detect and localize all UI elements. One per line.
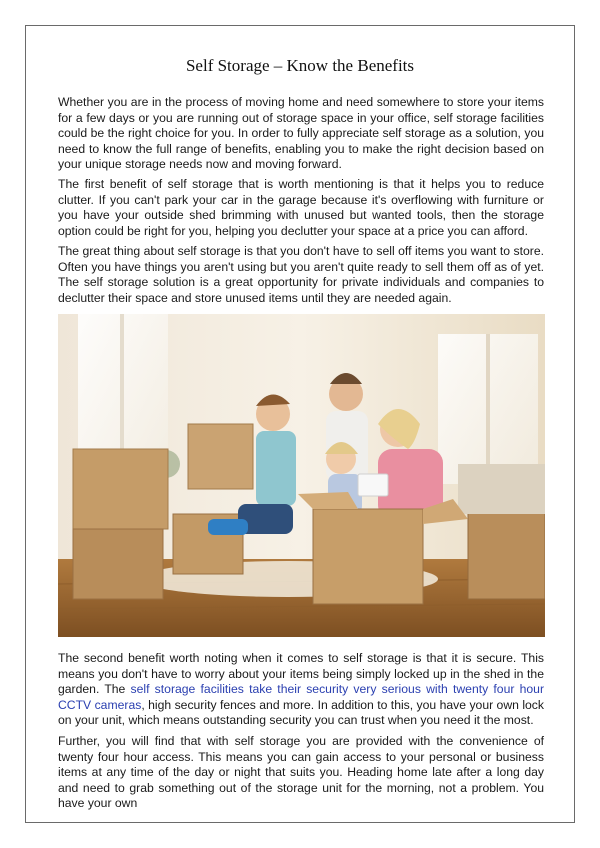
paragraph-clutter: The first benefit of self storage that is worth mentioning is that it helps you to reduce clutter. If you can't park your car in the garage because it's overflowing with furniture or you have your outside shed brimming with unused but wanted tools, then the storage option could be right for you, helping you declutter your space at a price you can afford. xyxy=(58,177,544,238)
paragraph-intro: Whether you are in the process of moving home and need somewhere to store your items for a few days or you are running out of storage space in your office, self storage facilities could be the right choice for you. In order to fully appreciate self storage as a solution, you need to know the full range of benefits, enabling you to make the right decision based on your unique storage needs now and moving forward. xyxy=(58,95,544,172)
security-link[interactable]: self storage facilities take their security very serious with twenty four hour CCTV cameras xyxy=(58,682,544,712)
paragraph-access: Further, you will find that with self storage you are provided with the convenience of twenty four hour access. This means you can gain access to your personal or business items at any time of the day or night that suits you. Heading home late after a long day and need to grab something out of the storage unit for the morning, not a problem. You have your own xyxy=(58,734,544,811)
paragraph-no-selling: The great thing about self storage is that you don't have to sell off items you want to store. Often you have things you aren't using but you aren't quite ready to sell them off as of yet. The self storage solution is a great opportunity for private individuals and companies to declutter their space and store unused items until they are needed again. xyxy=(58,244,544,305)
paragraph-security xyxy=(58,651,544,729)
family-moving-boxes-photo xyxy=(58,314,545,637)
page-title: Self Storage – Know the Benefits xyxy=(185,56,415,75)
paragraph-security-text-after: , high security fences and more. In addition to this, you have your own lock on your unit, which means outstanding security you can trust when you need it the most. xyxy=(58,697,544,728)
paragraph-security-text-before: The second benefit worth noting when it comes to self storage is that it is secure. This means you don't have to worry about your items being simply locked up in the shed in the garden. The xyxy=(58,651,544,697)
